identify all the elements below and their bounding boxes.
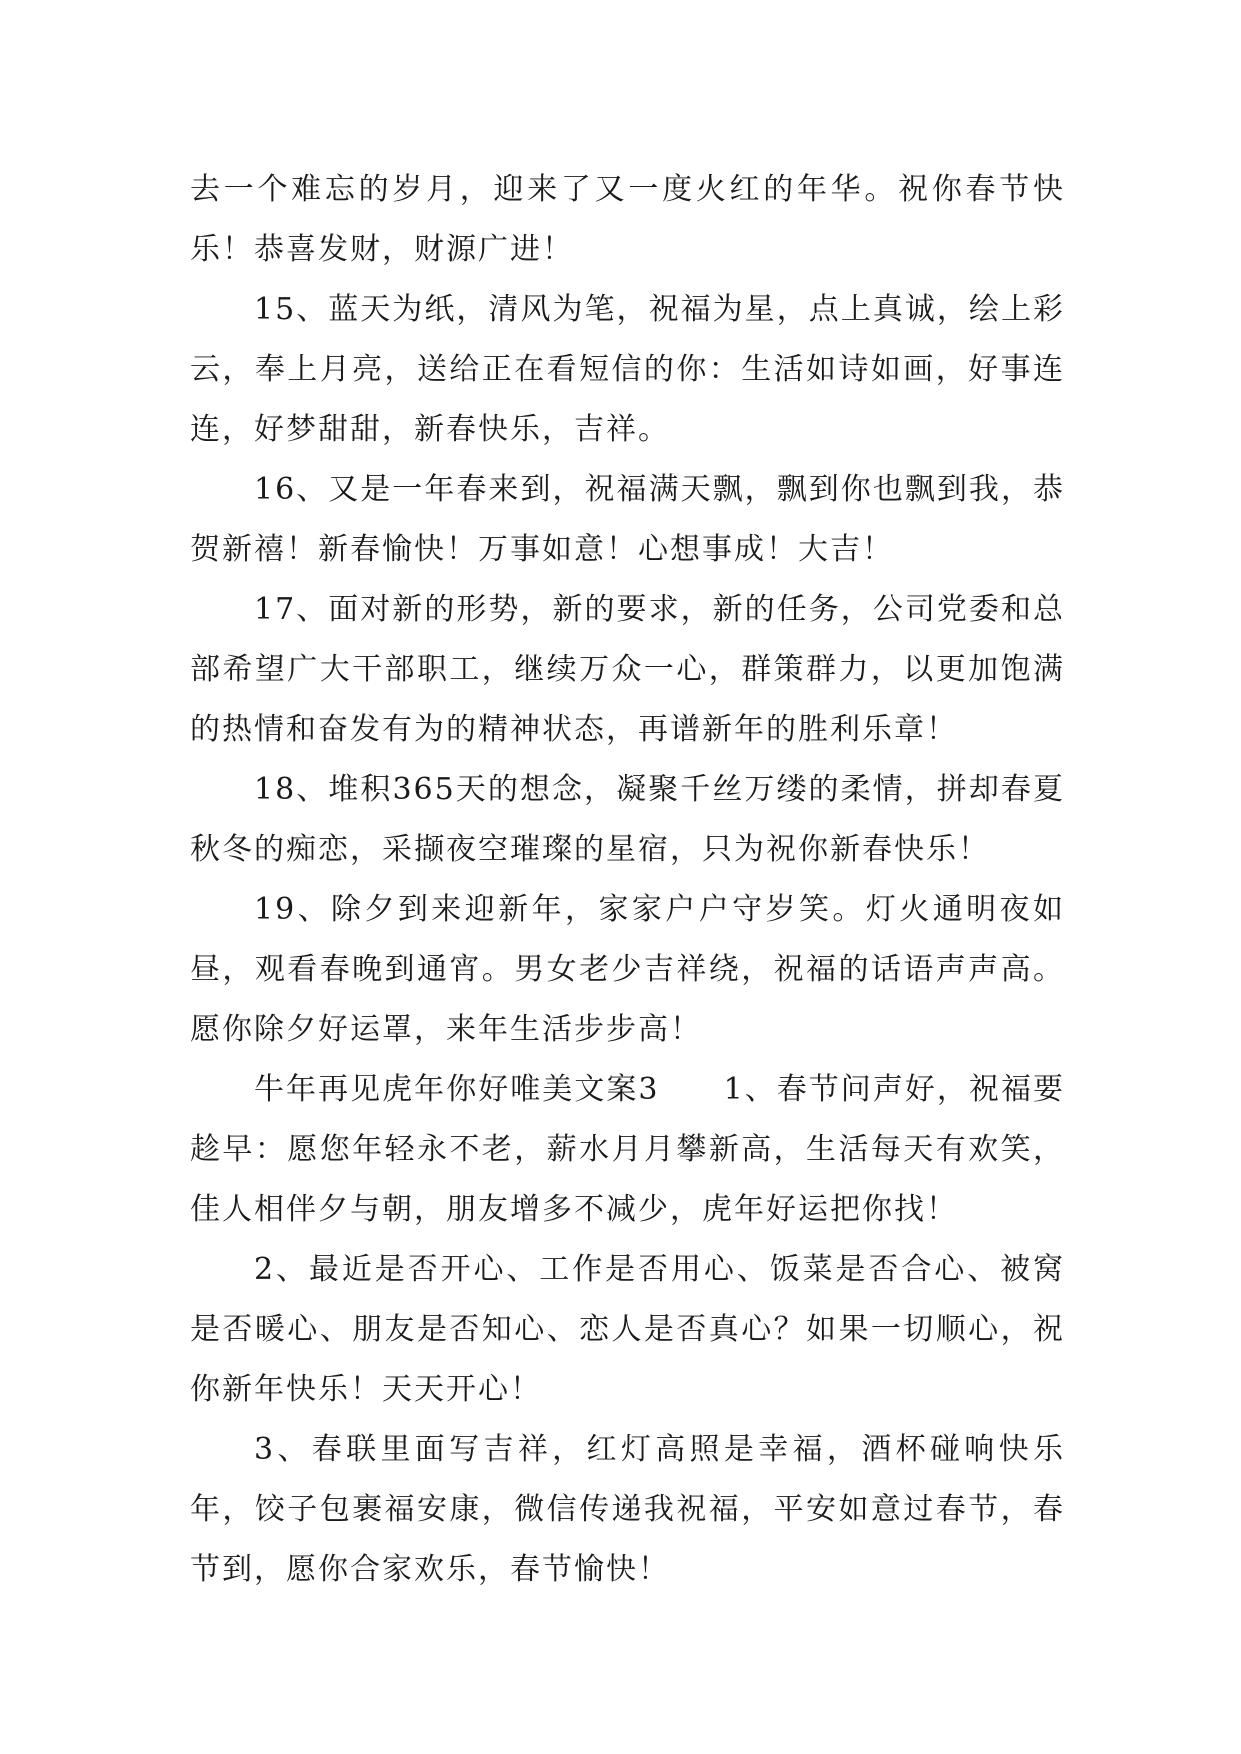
paragraph-section-3-item-2: 2、最近是否开心、工作是否用心、饭菜是否合心、被窝是否暖心、朋友是否知心、恋人是否真心？如果一切顺心，祝你新年快乐！天天开心！ [190,1252,1065,1407]
paragraph-15: 15、蓝天为纸，清风为笔，祝福为星，点上真诚，绘上彩云，奉上月亮，送给正在看短信的你：生活如诗如画，好事连连，好梦甜甜，新春快乐，吉祥。 [190,292,1065,447]
paragraph-continued: 去一个难忘的岁月，迎来了又一度火红的年华。祝你春节快乐！恭喜发财，财源广进！ [190,172,1065,267]
paragraph-17: 17、面对新的形势，新的要求，新的任务，公司党委和总部希望广大干部职工，继续万众一心，群策群力，以更加饱满的热情和奋发有为的精神状态，再谱新年的胜利乐章！ [190,592,1065,747]
paragraph-18: 18、堆积365天的想念，凝聚千丝万缕的柔情，拼却春夏秋冬的痴恋，采撷夜空璀璨的星宿，只为祝你新春快乐！ [190,772,1065,867]
document-body [190,160,1065,1600]
paragraph-19: 19、除夕到来迎新年，家家户户守岁笑。灯火通明夜如昼，观看春晚到通宵。男女老少吉祥绕，祝福的话语声声高。愿你除夕好运罩，来年生活步步高！ [190,892,1065,1047]
paragraph-16: 16、又是一年春来到，祝福满天飘，飘到你也飘到我，恭贺新禧！新春愉快！万事如意！心想事成！大吉！ [190,472,1065,567]
paragraph-section-3-item-1: 牛年再见虎年你好唯美文案3 1、春节问声好，祝福要趁早：愿您年轻永不老，薪水月月攀新高，生活每天有欢笑，佳人相伴夕与朝，朋友增多不减少，虎年好运把你找！ [190,1072,1065,1227]
paragraph-section-3-item-3: 3、春联里面写吉祥，红灯高照是幸福，酒杯碰响快乐年，饺子包裹福安康，微信传递我祝福，平安如意过春节，春节到，愿你合家欢乐，春节愉快！ [190,1432,1065,1587]
